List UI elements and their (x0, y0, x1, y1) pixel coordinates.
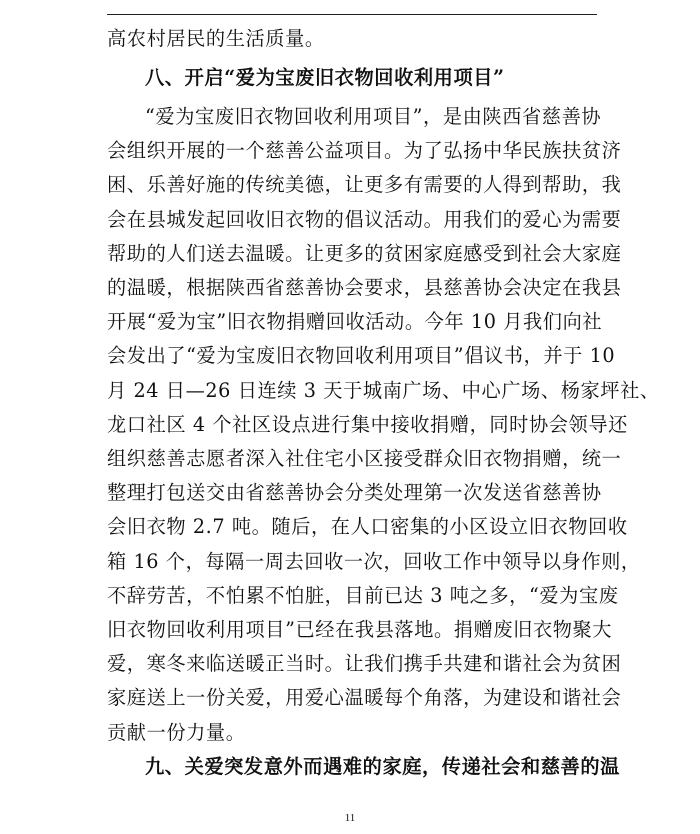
body-line: 家庭送上一份关爱，用爱心温暖每个角落，为建设和谐社会 (107, 686, 622, 709)
header-rule (107, 14, 597, 15)
body-line: 会发出了“爱为宝废旧衣物回收利用项目”倡议书，并于 10 (107, 344, 616, 367)
section-heading: 九、关爱突发意外而遇难的家庭，传递社会和慈善的温 (145, 755, 620, 778)
body-line: 贡献一份力量。 (107, 721, 246, 744)
body-line: 旧衣物回收利用项目”已经在我县落地。捐赠废旧衣物聚大 (107, 618, 613, 641)
body-line: 龙口社区 4 个社区设点进行集中接收捐赠，同时协会领导还 (107, 413, 628, 436)
body-line: 爱，寒冬来临送暖正当时。让我们携手共建和谐社会为贫困 (107, 652, 622, 675)
section-heading: 八、开启“爱为宝废旧衣物回收利用项目” (145, 66, 505, 89)
body-line: 整理打包送交由省慈善协会分类处理第一次发送省慈善协 (107, 481, 602, 504)
body-line: 组织慈善志愿者深入社住宅小区接受群众旧衣物捐赠，统一 (107, 447, 622, 470)
body-line: 箱 16 个，每隔一周去回收一次，回收工作中领导以身作则， (107, 550, 641, 573)
body-line: 帮助的人们送去温暖。让更多的贫困家庭感受到社会大家庭 (107, 242, 622, 265)
body-line: 会旧衣物 2.7 吨。随后，在人口密集的小区设立旧衣物回收 (107, 515, 628, 538)
body-line: 的温暖，根据陕西省慈善协会要求，县慈善协会决定在我县 (107, 276, 622, 299)
body-line: 开展“爱为宝”旧衣物捐赠回收活动。今年 10 月我们向社 (107, 310, 603, 333)
body-line: 会组织开展的一个慈善公益项目。为了弘扬中华民族扶贫济 (107, 139, 622, 162)
body-line: 月 24 日—26 日连续 3 天于城南广场、中心广场、杨家坪社、 (107, 379, 660, 402)
body-line: “爱为宝废旧衣物回收利用项目”，是由陕西省慈善协 (145, 105, 602, 128)
body-line: 困、乐善好施的传统美德，让更多有需要的人得到帮助，我 (107, 173, 622, 196)
page-number: 11 (344, 812, 356, 824)
body-line: 高农村居民的生活质量。 (107, 27, 325, 50)
body-line: 会在县城发起回收旧衣物的倡议活动。用我们的爱心为需要 (107, 208, 622, 231)
body-line: 不辞劳苦，不怕累不怕脏，目前已达 3 吨之多，“爱为宝废 (107, 584, 619, 607)
